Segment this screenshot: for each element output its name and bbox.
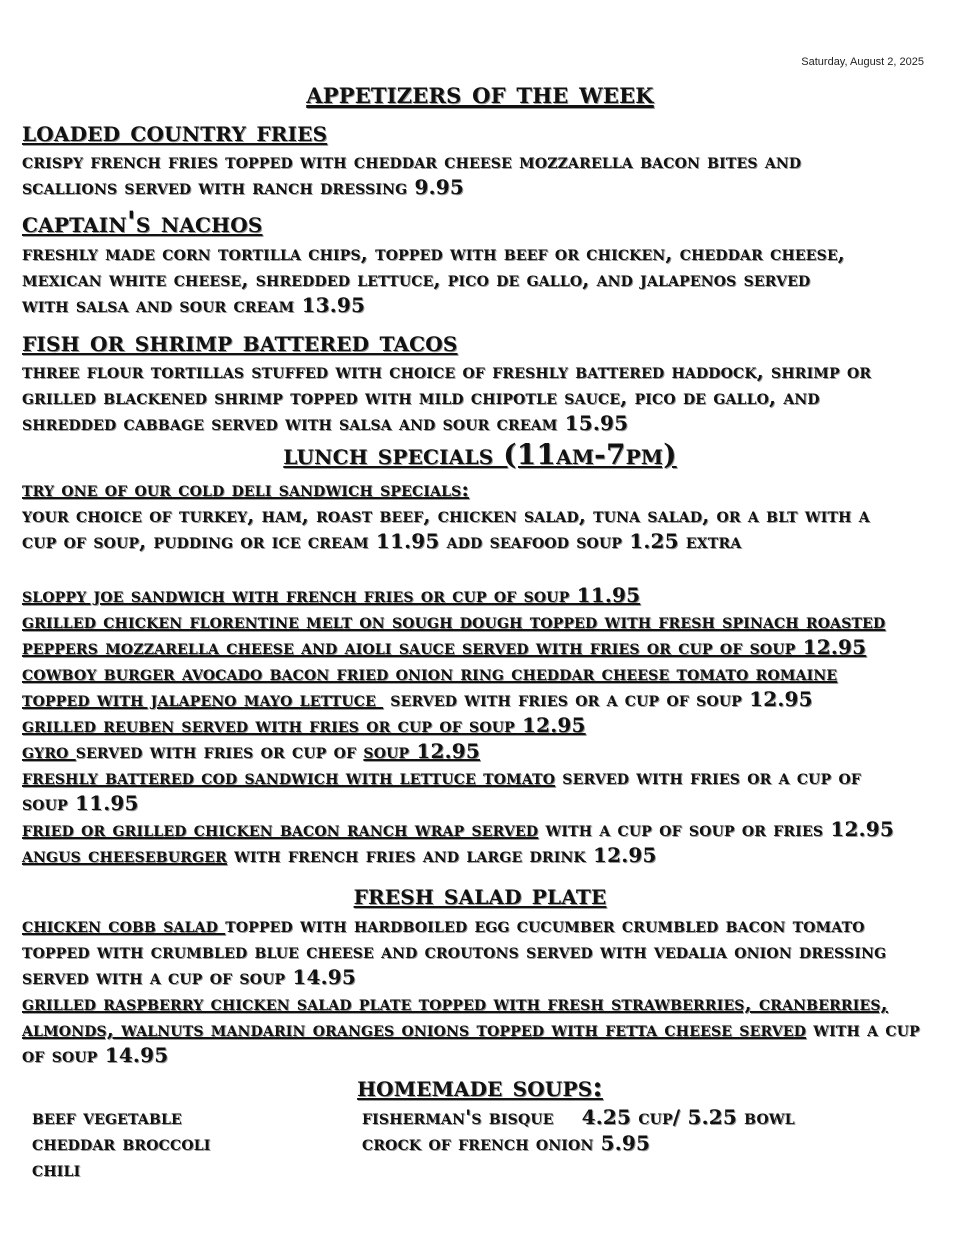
raspberry-salad-line-1: grilled raspberry chicken salad plate topped with fresh strawberries, cranberries, xyxy=(22,991,888,1015)
soups-right-column xyxy=(362,1104,795,1156)
sloppy-joe-line: sloppy joe sandwich with french fries or cup of soup 11.95 xyxy=(22,583,641,607)
reuben-line: grilled reuben served with fries or cup of soup 12.95 xyxy=(22,713,586,737)
chicken-wrap-line: fried or grilled chicken bacon ranch wrap served with a cup of soup or fries 12.95 xyxy=(22,817,894,841)
florentine-melt-line-1: grilled chicken florentine melt on sough dough topped with fresh spinach roasted xyxy=(22,609,886,633)
soup-french-onion: crock of french onion 5.95 xyxy=(362,1131,651,1155)
soup-beef-vegetable: beef vegetable xyxy=(32,1105,182,1129)
lunch-specials-list xyxy=(22,582,932,868)
lunch-specials-title: lunch specials (11am-7pm) xyxy=(283,438,677,471)
cobb-salad-line-1: chicken cobb salad topped with hardboiled egg cucumber crumbled bacon tomato xyxy=(22,913,865,937)
cobb-salad-line-2: topped with crumbled blue cheese and croutons served with vedalia onion dressing xyxy=(22,939,887,963)
raspberry-salad-line-2: almonds, walnuts mandarin oranges onions topped with fetta cheese served with a cup xyxy=(22,1017,920,1041)
item-title-captains-nachos: captain's nachos xyxy=(22,205,263,239)
deli-description: your choice of turkey, ham, roast beef, chicken salad, tuna salad, or a blt with a cup of soup, pudding or ice cream 11.95 add seafood soup 1.25 extra xyxy=(22,503,870,553)
cowboy-burger-line-1: cowboy burger avocado bacon fried onion ring cheddar cheese tomato romaine xyxy=(22,661,838,685)
deli-heading: try one of our cold deli sandwich specials: xyxy=(22,477,470,501)
salad-title: fresh salad plate xyxy=(353,878,607,911)
gyro-line: gyro served with fries or cup of soup 12.95 xyxy=(22,739,481,763)
item-title-battered-tacos: fish or shrimp battered tacos xyxy=(22,324,458,358)
raspberry-salad-line-3: of soup 14.95 xyxy=(22,1043,169,1067)
item-desc-loaded-country-fries: crispy french fries topped with cheddar cheese mozzarella bacon bites and scallions served with ranch dressing 9.95 xyxy=(22,149,802,199)
item-desc-captains-nachos: freshly made corn tortilla chips, topped with beef or chicken, cheddar cheese, mexican white cheese, shredded lettuce, pico de gallo, and jalapenos served with salsa and sour cream 13.95 xyxy=(22,241,845,317)
item-title-loaded-country-fries: loaded country fries xyxy=(22,114,328,148)
soup-fishermans-bisque: fisherman's bisque 4.25 cup/ 5.25 bowl xyxy=(362,1105,795,1129)
soups-title: homemade soups: xyxy=(357,1070,603,1103)
salad-list xyxy=(22,912,932,1068)
cod-sandwich-line-2: soup 11.95 xyxy=(22,791,139,815)
cobb-salad-line-3: served with a cup of soup 14.95 xyxy=(22,965,357,989)
appetizers-title: appetizers of the week xyxy=(306,76,654,111)
cod-sandwich-line-1: freshly battered cod sandwich with lettuce tomato served with fries or a cup of xyxy=(22,765,861,789)
cowboy-burger-line-2: topped with jalapeno mayo lettuce served with fries or a cup of soup 12.95 xyxy=(22,687,813,711)
item-desc-battered-tacos: three flour tortillas stuffed with choice of freshly battered haddock, shrimp or grilled blackened shrimp topped with mild chipotle sauce, pico de gallo, and shredded cabbage served with salsa and sour cream 15.95 xyxy=(22,359,872,435)
soup-cheddar-broccoli: cheddar broccoli xyxy=(32,1131,211,1155)
soups-left-column xyxy=(32,1104,211,1182)
soup-chili: chili xyxy=(32,1157,81,1181)
angus-burger-line: angus cheeseburger with french fries and large drink 12.95 xyxy=(22,843,657,867)
florentine-melt-line-2: peppers mozzarella cheese and aioli sauce served with fries or cup of soup 12.95 xyxy=(22,635,867,659)
menu-date: Saturday, August 2, 2025 xyxy=(801,56,924,68)
